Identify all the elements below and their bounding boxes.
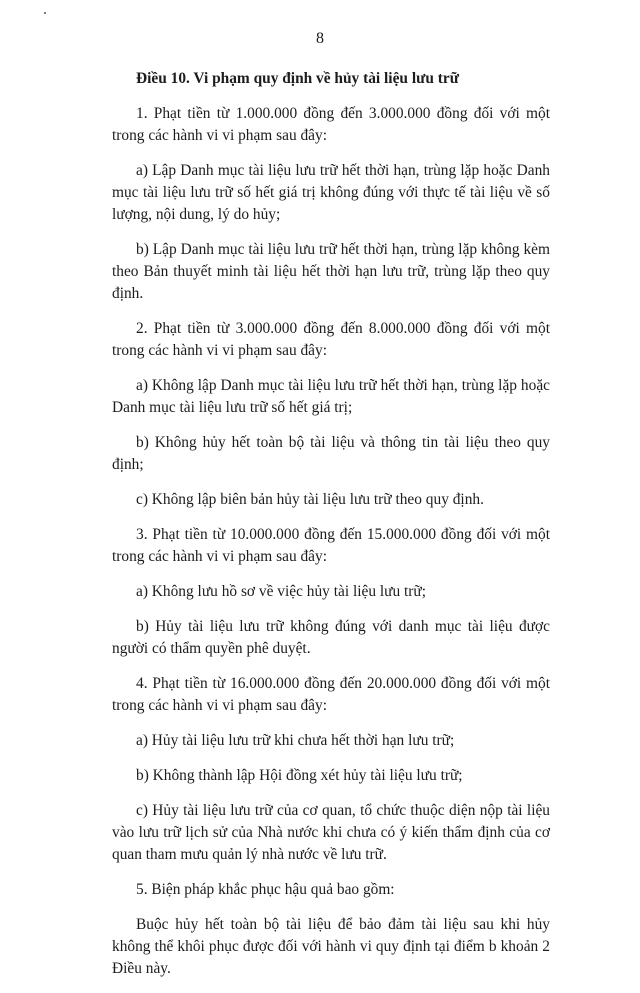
clause-2: 2. Phạt tiền từ 3.000.000 đồng đến 8.000.000 đồng đối với một trong các hành vi vi phạm sau đây: (112, 320, 550, 359)
clause-3-point-b: b) Hủy tài liệu lưu trữ không đúng với danh mục tài liệu được người có thẩm quyền phê duyệt. (112, 618, 550, 657)
clause-2-point-c: c) Không lập biên bản hủy tài liệu lưu trữ theo quy định. (136, 491, 484, 508)
clause-4-point-b: b) Không thành lập Hội đồng xét hủy tài liệu lưu trữ; (136, 767, 463, 784)
clause-3-point-a: a) Không lưu hồ sơ về việc hủy tài liệu lưu trữ; (136, 583, 427, 600)
clause-1-point-a: a) Lập Danh mục tài liệu lưu trữ hết thời hạn, trùng lặp hoặc Danh mục tài liệu lưu trữ số hết giá trị không đúng với thực tế tài liệu về số lượng, nội dung, lý do hủy; (112, 162, 550, 223)
document-body (112, 68, 550, 993)
clause-2-point-b: b) Không hủy hết toàn bộ tài liệu và thông tin tài liệu theo quy định; (112, 434, 550, 473)
article-title: Điều 10. Vi phạm quy định về hủy tài liệu lưu trữ (136, 70, 459, 87)
clause-5: 5. Biện pháp khắc phục hậu quả bao gồm: (136, 881, 395, 898)
clause-3: 3. Phạt tiền từ 10.000.000 đồng đến 15.000.000 đồng đối với một trong các hành vi vi phạm sau đây: (112, 526, 550, 565)
clause-4-point-c: c) Hủy tài liệu lưu trữ của cơ quan, tổ chức thuộc diện nộp tài liệu vào lưu trữ lịch sử của Nhà nước khi chưa có ý kiến thẩm định của cơ quan tham mưu quản lý nhà nước về lưu trữ. (112, 802, 550, 863)
clause-4-point-a: a) Hủy tài liệu lưu trữ khi chưa hết thời hạn lưu trữ; (136, 732, 455, 749)
clause-1-point-b: b) Lập Danh mục tài liệu lưu trữ hết thời hạn, trùng lặp không kèm theo Bản thuyết minh tài liệu hết thời hạn lưu trữ, trùng lặp theo quy định. (112, 241, 550, 302)
scan-speck (44, 12, 46, 14)
clause-2-point-a: a) Không lập Danh mục tài liệu lưu trữ hết thời hạn, trùng lặp hoặc Danh mục tài liệu lưu trữ số hết giá trị; (112, 377, 550, 416)
clause-1: 1. Phạt tiền từ 1.000.000 đồng đến 3.000.000 đồng đối với một trong các hành vi vi phạm sau đây: (112, 105, 550, 144)
page-number: 8 (316, 30, 324, 47)
clause-4: 4. Phạt tiền từ 16.000.000 đồng đến 20.000.000 đồng đối với một trong các hành vi vi phạm sau đây: (112, 675, 550, 714)
clause-5-remedy: Buộc hủy hết toàn bộ tài liệu để bảo đảm tài liệu sau khi hủy không thể khôi phục được đối với hành vi quy định tại điểm b khoản 2 Điều này. (112, 916, 550, 977)
